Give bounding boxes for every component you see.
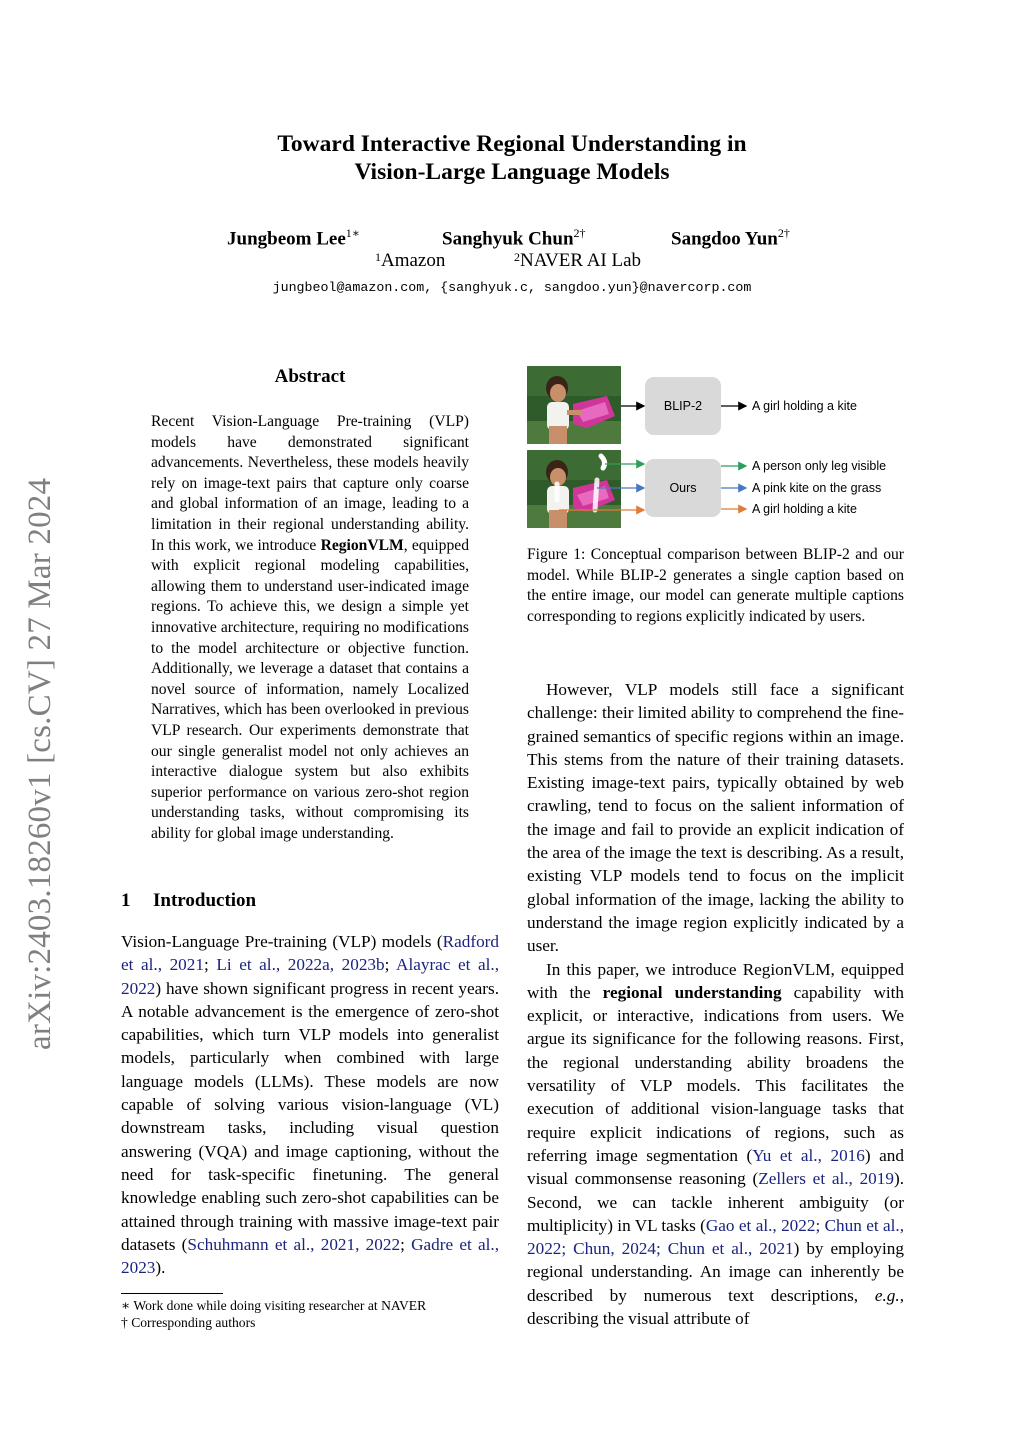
title-line-1: Toward Interactive Regional Understanding in [277,131,747,157]
abstract-heading: Abstract [274,366,346,387]
intro-paragraph-2: However, VLP models still face a significant challenge: their limited ability to comprehend the fine-grained semantics of specific regions within an image. This stems from the nature of their training datasets. Existing image-text pairs, typically obtained by web crawling, tend to focus on the salient information of the image and fail to provide an explicit indication of the area of the image the text is describing. As a result, existing VLP models tend to focus on the implicit global information of the image, lacking the ability to understand the image region explicitly indicated by a user. [527,680,904,956]
section-heading: 1 Introduction [121,890,257,911]
intro-right-column [527,678,904,1330]
citation-link[interactable]: Radford et al., 2021 [121,932,499,975]
model-name: RegionVLM [320,536,404,554]
blip2-model-box: BLIP-2 [645,377,721,435]
affiliation: $^2$ NAVER AI Lab [514,250,642,271]
citation-link[interactable]: Alayrac et al., 2022 [121,955,500,998]
citation-link[interactable]: Zellers et al., 2019 [758,1169,894,1189]
ours-output-caption: A girl holding a kite [752,502,857,516]
abstract-body: Recent Vision-Language Pre-training (VLP) models have demonstrated significant advancements. Nevertheless, these models heavily rely on image-text pairs that capture only coarse and global information of an image, leading to a limitation in their regional understanding ability. In this work, we introduce RegionVLM, equipped with explicit regional modeling capabilities, allowing them to understand user-indicated image regions. To achieve this, we design a simple yet innovative architecture, requiring no modifications to the model architecture or objective function. Additionally, we leverage a dataset that contains a novel source of information, namely Localized Narratives, which has been overlooked in previous VLP research. Our experiments demonstrate that our single generalist model not only achieves an interactive dialogue system but also exhibits superior performance on various zero-shot region understanding tasks, without compromising its ability for global image understanding. [151,413,469,842]
affiliations [150,250,874,274]
figure-caption: Figure 1: Conceptual comparison between BLIP-2 and our model. While BLIP-2 generates a single caption based on the entire image, our model can generate multiple captions corresponding to regions explicitly indicated by users. [527,546,904,625]
footnote-rule [121,1293,223,1294]
author-list [150,226,874,250]
citation-link[interactable]: Yu et al., 2016 [752,1145,865,1165]
ours-output-caption: A person only leg visible [752,459,887,473]
author: Sanghyuk Chun$^{2\dagger}$ [442,226,586,250]
arxiv-stamp: arXiv:2403.18260v1 [cs.CV] 27 Mar 2024 [22,477,58,1050]
citation-link[interactable]: Gao et al., 2022; Chun et al., 2022; Chun, 2024; Chun et al., 2021 [527,1215,905,1259]
footnote: ∗ Work done while doing visiting researcher at NAVER [121,1298,427,1313]
author: Sangdoo Yun$^{2\dagger}$ [671,226,790,250]
intro-paragraph-3: In this paper, we introduce RegionVLM, equipped with the regional understanding capability with explicit, or interactive, indications from users. We argue its significance for the following reasons. First, the regional understanding ability broadens the versatility of VLP models. This facilitates the execution of additional vision-language tasks that require explicit indications of regions, such as referring image segmentation (Yu et al., 2016) and visual commonsense reasoning (Zellers et al., 2019). Second, we can tackle inherent ambiguity (or multiplicity) in VL tasks (Gao et al., 2022; Chun et al., 2022; Chun, 2024; Chun et al., 2021) by employing regional understanding. An image can inherently be described by numerous text descriptions, e.g., describing the visual attribute of [527,959,905,1329]
author-emails: jungbeol@amazon.com, {sanghyuk.c, sangdoo.yun}@navercorp.com [272,280,752,295]
paper-title [150,130,874,186]
blip2-output-caption: A girl holding a kite [752,399,857,413]
ours-output-caption: A pink kite on the grass [752,481,882,495]
title-line-2: Vision-Large Language Models [354,159,670,185]
citation-link[interactable]: Li et al., 2022a, 2023b [216,955,385,975]
footnote: † Corresponding authors [121,1315,256,1330]
intro-paragraph-1: Vision-Language Pre-training (VLP) models (Radford et al., 2021; Li et al., 2022a, 2023b; Alayrac et al., 2022) have shown significant progress in recent years. A notable advancement is the emergence of zero-shot capabilities, which turn VLP models into generalist models, particularly when combined with large language models (LLMs). These models are now capable of solving various vision-language (VL) downstream tasks, including visual question answering (VQA) and image captioning, without the need for task-specific finetuning. The general knowledge enabling such zero-shot capabilities can be attained through training with massive image-text pair datasets (Schuhmann et al., 2021, 2022; Gadre et al., 2023). [121,932,500,1278]
citation-link[interactable]: Gadre et al., 2023 [121,1234,500,1278]
ours-model-box: Ours [645,459,721,517]
footnotes [121,1297,499,1331]
author: Jungbeom Lee$^{1∗}$ [227,226,360,250]
affiliation: $^1$ Amazon [375,250,446,271]
citation-link[interactable]: Schuhmann et al., 2021, 2022 [187,1234,401,1254]
figure-1 [527,366,907,532]
